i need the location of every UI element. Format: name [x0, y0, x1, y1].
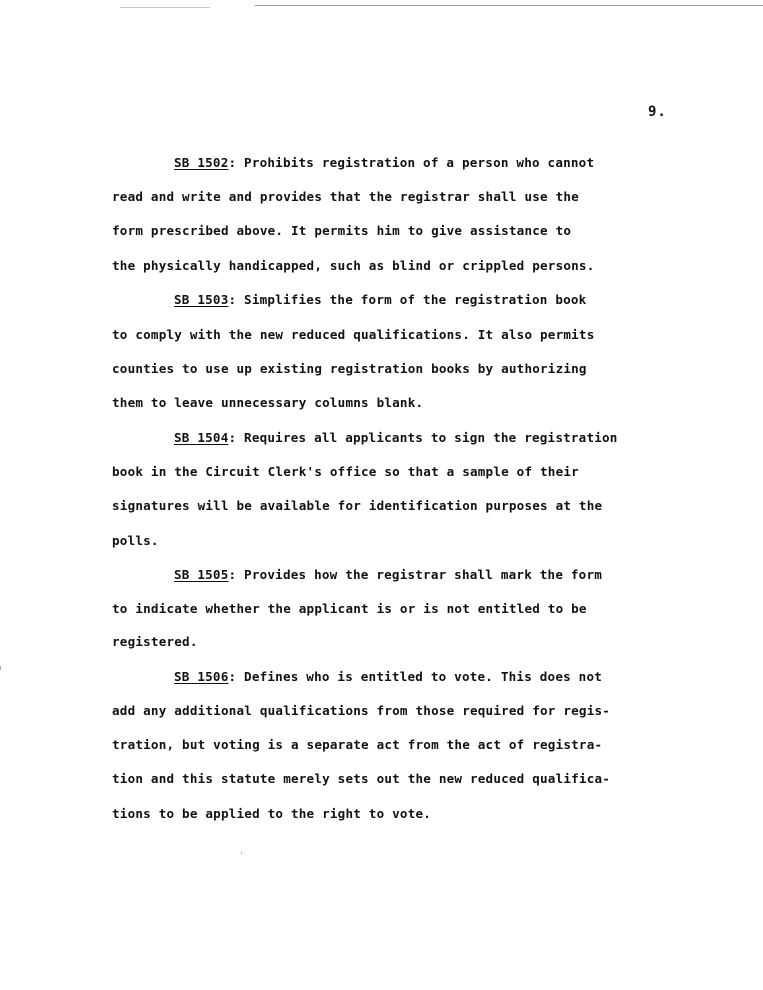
paragraph-5-line-5: tions to be applied to the right to vote.: [112, 806, 432, 821]
bill-number: SB 1505: [174, 567, 229, 582]
scan-edge-line: [120, 7, 210, 8]
bill-number: SB 1503: [174, 292, 229, 307]
paragraph-5-line-4: tion and this statute merely sets out the new reduced qualifica-: [112, 771, 611, 786]
line-text: : Prohibits registration of a person who cannot: [228, 155, 595, 170]
paragraph-1-line-2: read and write and provides that the registrar shall use the: [112, 189, 579, 204]
paragraph-3-line-1: [174, 430, 618, 445]
scan-edge-line: [255, 5, 763, 6]
paragraph-4-line-1: [174, 567, 602, 582]
paragraph-5-line-2: add any additional qualifications from those required for regis-: [112, 703, 611, 718]
paragraph-5-line-3: tration, but voting is a separate act from the act of registra-: [112, 737, 603, 752]
paragraph-4-line-3: registered.: [112, 634, 198, 649]
bill-number: SB 1504: [174, 430, 229, 445]
paragraph-2-line-1: [174, 292, 586, 307]
bill-number: SB 1506: [174, 669, 229, 684]
line-text: : Simplifies the form of the registration book: [228, 292, 587, 307]
line-text: : Requires all applicants to sign the registration: [228, 430, 618, 445]
paragraph-4-line-2: to indicate whether the applicant is or is not entitled to be: [112, 601, 587, 616]
paragraph-2-line-3: counties to use up existing registration books by authorizing: [112, 361, 587, 376]
page-number: 9.: [648, 104, 667, 120]
paragraph-1-line-1: [174, 155, 594, 170]
scan-speck: [241, 852, 242, 854]
line-text: : Provides how the registrar shall mark the form: [228, 567, 603, 582]
paragraph-1-line-3: form prescribed above. It permits him to give assistance to: [112, 223, 572, 238]
paragraph-1-line-4: the physically handicapped, such as blind or crippled persons.: [112, 258, 595, 273]
paragraph-3-line-2: book in the Circuit Clerk's office so that a sample of their: [112, 464, 579, 479]
paragraph-3-line-3: signatures will be available for identification purposes at the: [112, 498, 603, 513]
scan-speck: [0, 666, 1, 670]
paragraph-2-line-2: to comply with the new reduced qualifications. It also permits: [112, 327, 595, 342]
line-text: : Defines who is entitled to vote. This does not: [228, 669, 603, 684]
paragraph-3-line-4: polls.: [112, 533, 159, 548]
bill-number: SB 1502: [174, 155, 229, 170]
paragraph-2-line-4: them to leave unnecessary columns blank.: [112, 395, 424, 410]
paragraph-5-line-1: [174, 669, 602, 684]
